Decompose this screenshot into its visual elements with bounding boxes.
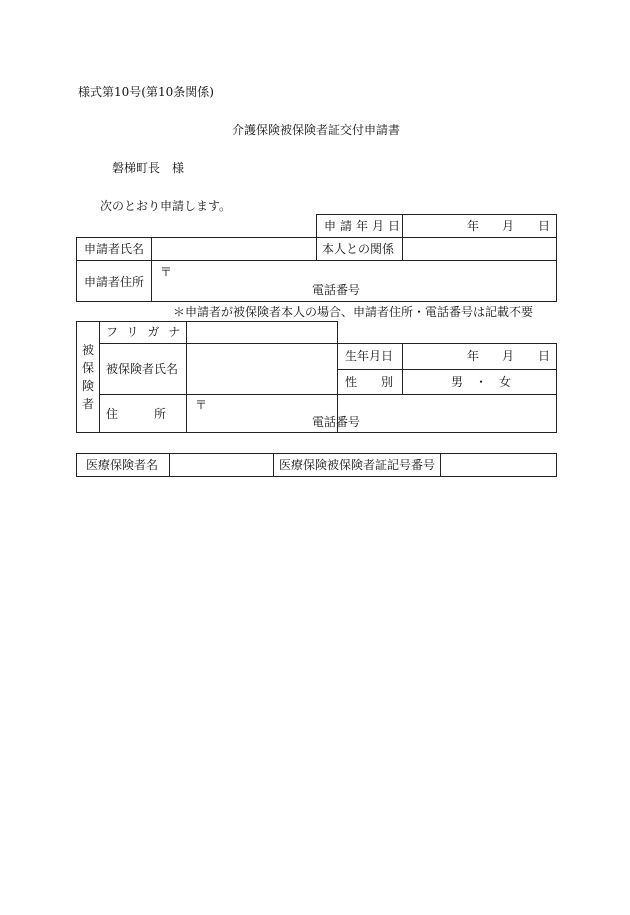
- application-date-month[interactable]: 月: [502, 219, 515, 233]
- birth-month[interactable]: 月: [502, 349, 515, 363]
- furigana-label: フリガナ: [106, 325, 190, 339]
- insured-name-field[interactable]: [187, 344, 337, 394]
- insured-name-label: 被保険者氏名: [106, 362, 179, 376]
- relation-label: 本人との関係: [322, 241, 395, 256]
- applicant-phone-label: 電話番号: [312, 283, 361, 297]
- birthdate-label: 生年月日: [345, 349, 394, 363]
- insured-label-3: 険: [82, 379, 95, 393]
- form-title: 介護保険被保険者証交付申請書: [232, 123, 401, 137]
- sex-options[interactable]: 男 ・ 女: [451, 374, 512, 389]
- addressee: 磐梯町長 様: [112, 161, 185, 175]
- birth-day[interactable]: 日: [538, 349, 551, 363]
- insured-label-1: 被: [82, 343, 95, 357]
- medical-insured-number-field[interactable]: [441, 453, 556, 477]
- medical-insured-number-label: 医療保険被保険者証記号番号: [279, 458, 436, 472]
- applicant-name-label: 申請者氏名: [84, 241, 145, 256]
- form-number: 様式第10号(第10条関係): [78, 85, 214, 99]
- sex-label: 性 別: [345, 374, 394, 389]
- furigana-field[interactable]: [187, 321, 337, 343]
- birth-year[interactable]: 年: [467, 349, 480, 363]
- intro-text: 次のとおり申請します。: [100, 199, 232, 213]
- insured-label-2: 保: [82, 361, 95, 375]
- applicant-address-label: 申請者住所: [84, 274, 145, 289]
- insured-phone-label: 電話番号: [312, 415, 361, 429]
- application-date-day[interactable]: 日: [538, 219, 551, 233]
- application-date-label: 申請年月日: [324, 219, 405, 233]
- insured-label-4: 者: [82, 397, 95, 411]
- applicant-postal-mark: 〒: [160, 265, 173, 279]
- applicant-name-field[interactable]: [152, 237, 315, 260]
- insured-postal-mark: 〒: [195, 398, 208, 412]
- medical-insurer-field[interactable]: [170, 453, 272, 477]
- insured-address-label: 住 所: [106, 407, 167, 421]
- note-text: ＊申請者が被保険者本人の場合、申請者住所・電話番号は記載不要: [173, 305, 534, 319]
- application-date-year[interactable]: 年: [467, 219, 480, 233]
- relation-field[interactable]: [403, 237, 556, 260]
- medical-insurer-label: 医療保険者名: [86, 458, 159, 472]
